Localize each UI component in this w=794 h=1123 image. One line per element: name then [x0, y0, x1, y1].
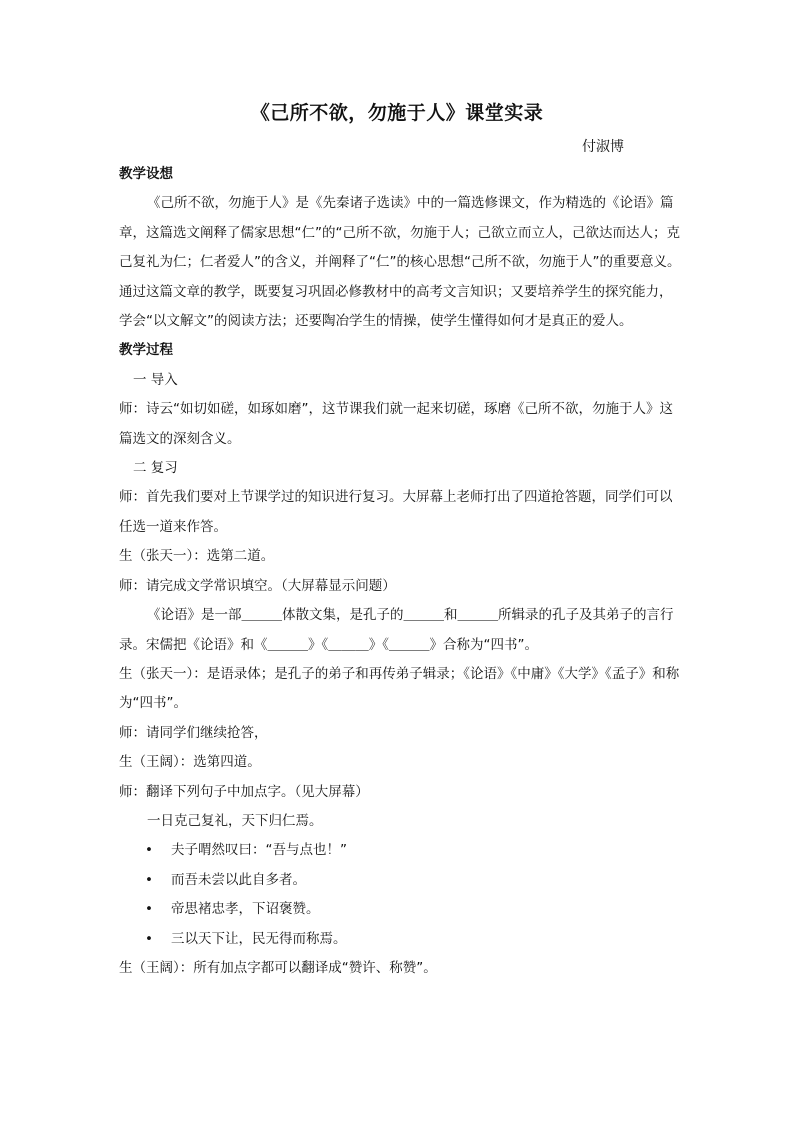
bullet-item [119, 895, 685, 924]
student-line: 生（王阔）：选第四道。 [119, 754, 261, 771]
bullet-item [119, 925, 685, 954]
bullet-text: 夫子喟然叹曰：“吾与点也！” [171, 842, 347, 859]
bullet-item [119, 836, 685, 865]
bullet-icon: • [145, 901, 153, 918]
bullet-icon: • [145, 930, 153, 947]
student-line: 生（王阔）：所有加点字都可以翻译成“赞许、称赞”。 [119, 959, 437, 976]
step-heading-intro: 一 导入 [133, 371, 178, 388]
bullet-text: 三以天下让，民无得而称焉。 [171, 930, 347, 947]
student-line: 生（张天一）：选第二道。 [119, 548, 275, 565]
section-heading-process: 教学过程 [119, 342, 173, 359]
quiz-question: 《论语》是一部＿＿＿体散文集，是孔子的＿＿＿和＿＿＿所辑录的孔子及其弟子的言行录。宋儒把《论语》和《＿＿＿》《＿＿＿》《＿＿＿》合称为“四书”。 [119, 607, 674, 653]
document-body [119, 160, 685, 983]
step-heading-review: 二 复习 [133, 460, 178, 477]
translation-sentence: 一日克己复礼，天下归仁焉。 [147, 812, 323, 829]
bullet-icon: • [145, 842, 153, 859]
teacher-line: 师：请完成文学常识填空。（大屏幕显示问题） [119, 577, 396, 594]
teacher-line: 师：诗云“如切如磋，如琢如磨”，这节课我们就一起来切磋，琢磨《己所不欲，勿施于人》这篇选文的深刻含义。 [119, 401, 673, 447]
author-name: 付淑博 [582, 139, 624, 155]
student-line: 生（张天一）：是语录体；是孔子的弟子和再传弟子辑录；《论语》《中庸》《大学》《孟子》和称为“四书”。 [119, 665, 680, 712]
bullet-item [119, 866, 685, 895]
bullet-text: 而吾未尝以此自多者。 [171, 871, 306, 888]
section-heading-design: 教学设想 [119, 166, 173, 182]
bullet-text: 帝思褚忠孝，下诏褒赞。 [171, 901, 320, 918]
page-title: 《己所不欲，勿施于人》课堂实录 [250, 102, 544, 124]
teacher-line: 师：首先我们要对上节课学过的知识进行复习。大屏幕上老师打出了四道抢答题，同学们可以任选一道来作答。 [119, 489, 673, 535]
bullet-icon: • [145, 871, 153, 888]
teacher-line: 师：翻译下列句子中加点字。（见大屏幕） [119, 783, 369, 800]
teacher-line: 师：请同学们继续抢答， [119, 724, 268, 741]
design-paragraph: 《己所不欲，勿施于人》是《先秦诸子选读》中的一篇选修课文，作为精选的《论语》篇章，这篇选文阐释了儒家思想“仁”的“己所不欲，勿施于人；己欲立而立人，己欲达而达人；克己复礼为仁；仁者爱人”的含义，并阐释了“仁”的核心思想“己所不欲，勿施于人”的重要意义。通过这篇文章的教学，既要复习巩固必修教材中的高考文言知识；又要培养学生的探究能力，学会“以文解文”的阅读方法；还要陶冶学生的情操，使学生懂得如何才是真正的爱人。 [119, 195, 681, 330]
